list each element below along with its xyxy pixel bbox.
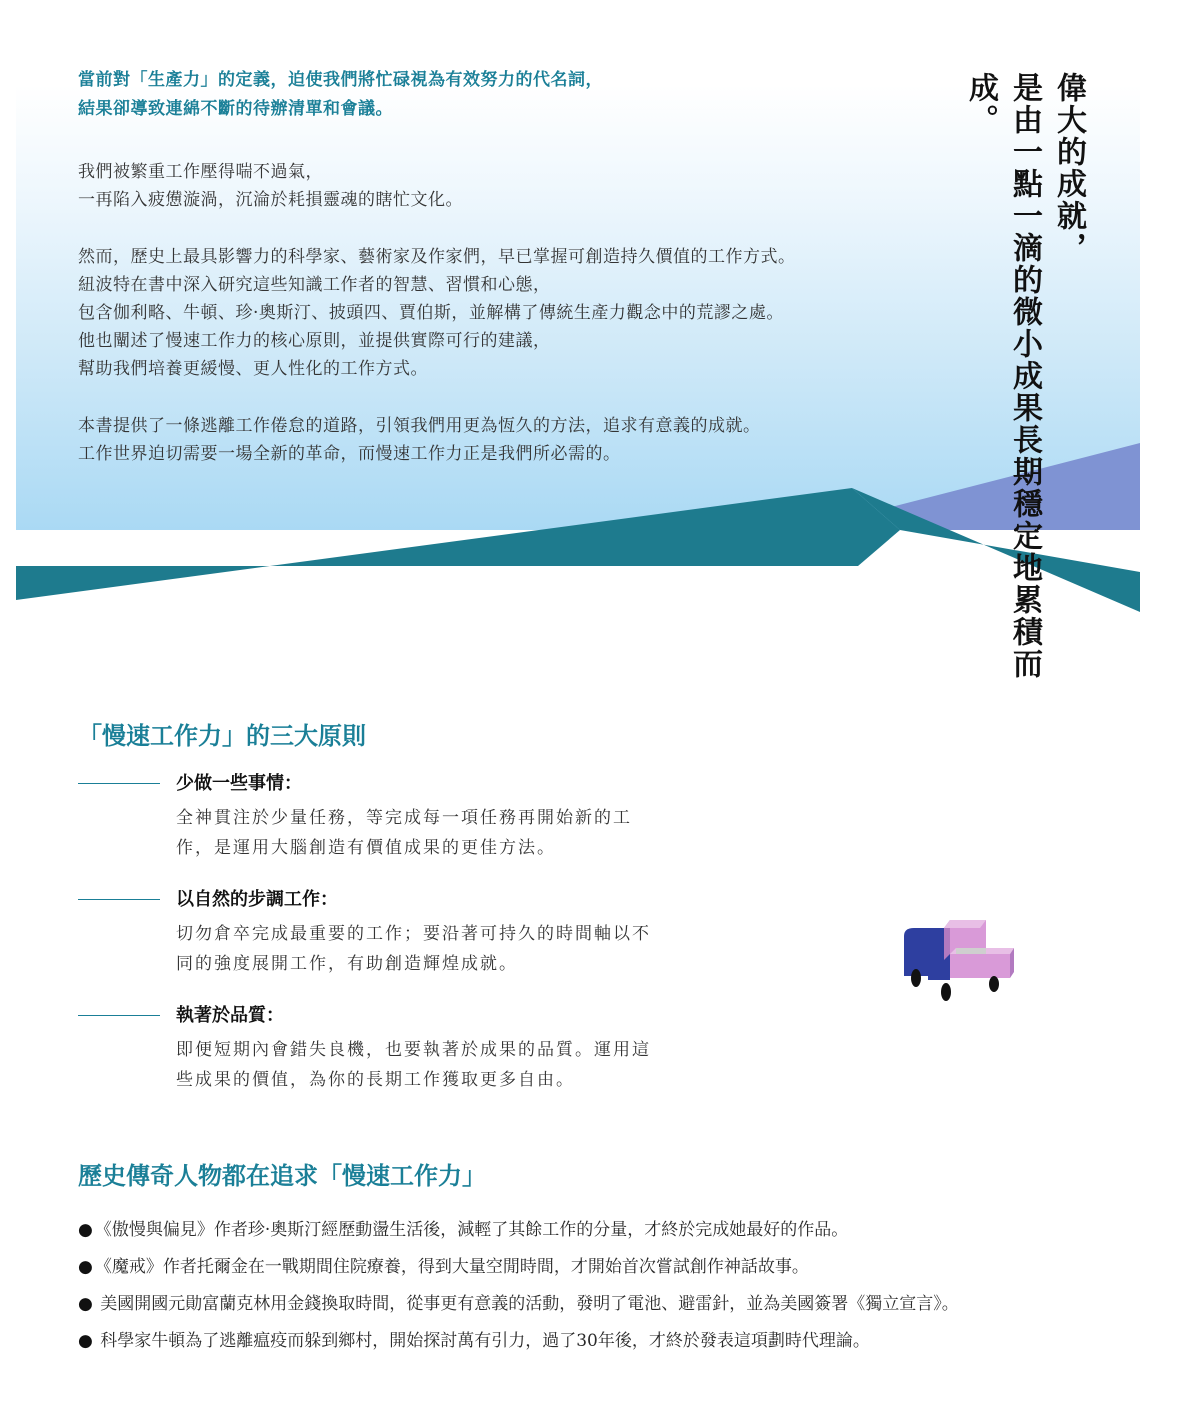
principle-body-line: 即便短期內會錯失良機，也要執著於成果的品質。運用這 — [176, 1040, 651, 1060]
list-item-text: 《傲慢與偏見》作者珍·奧斯汀經歷動盪生活後，減輕了其餘工作的分量，才終於完成她最好的作品。 — [94, 1220, 849, 1240]
principle-item — [78, 886, 738, 979]
intro-lead-line: 結果卻導致連綿不斷的待辦清單和會議。 — [78, 99, 393, 119]
intro-paragraph-3 — [78, 412, 978, 468]
principle-body-line: 作，是運用大腦創造有價值成果的更佳方法。 — [176, 838, 556, 858]
paragraph-line: 他也闡述了慢速工作力的核心原則，並提供實際可行的建議， — [78, 331, 551, 351]
list-item-text: 美國開國元勛富蘭克林用金錢換取時間，從事更有意義的活動，發明了電池、避雷針，並為美國簽署《獨立宣言》。 — [94, 1294, 959, 1314]
paragraph-line: 工作世界迫切需要一場全新的革命，而慢速工作力正是我們所必需的。 — [78, 444, 621, 464]
bullet-icon: ● — [78, 1220, 93, 1240]
paragraph-line: 幫助我們培養更緩慢、更人性化的工作方式。 — [78, 359, 428, 379]
principles-list — [78, 770, 738, 1118]
paragraph-line: 我們被繁重工作壓得喘不過氣， — [78, 162, 323, 182]
bullet-icon: ● — [78, 1257, 93, 1277]
teal-peak-shape — [270, 488, 900, 566]
legends-title: 歷史傳奇人物都在追求「慢速工作力」 — [78, 1162, 486, 1190]
principles-title: 「慢速工作力」的三大原則 — [78, 722, 366, 750]
intro-paragraph-2 — [78, 243, 978, 383]
principle-title: 以自然的步調工作： — [176, 889, 338, 910]
legends-list — [78, 1212, 1138, 1360]
intro-lead-line: 當前對「生產力」的定義，迫使我們將忙碌視為有效努力的代名詞， — [78, 70, 603, 90]
principle-body-line: 同的強度展開工作，有助創造輝煌成就。 — [176, 954, 518, 974]
principle-body-line: 全神貫注於少量任務，等完成每一項任務再開始新的工 — [176, 808, 632, 828]
paragraph-line: 然而，歷史上最具影響力的科學家、藝術家及作家們，早已掌握可創造持久價值的工作方式。 — [78, 247, 796, 267]
list-item-text: 《魔戒》作者托爾金在一戰期間住院療養，得到大量空閒時間，才開始首次嘗試創作神話故事。 — [94, 1257, 809, 1277]
vertical-headline-line-2: 是由一點一滴的微小成果長期穩定地累積而成。 — [963, 72, 1042, 680]
intro-paragraph-1 — [78, 158, 978, 214]
intro-block — [78, 66, 978, 497]
principle-title: 少做一些事情： — [176, 773, 302, 794]
principle-item — [78, 770, 738, 863]
paragraph-line: 本書提供了一條逃離工作倦怠的道路，引領我們用更為恆久的方法，追求有意義的成就。 — [78, 416, 761, 436]
principle-rule — [78, 899, 160, 900]
list-item — [78, 1249, 1138, 1286]
list-item-text: 科學家牛頓為了逃離瘟疫而躲到鄉村，開始探討萬有引力，過了30年後，才終於發表這項劃時代理論。 — [94, 1331, 870, 1351]
principle-body — [176, 919, 738, 979]
principle-body-line: 些成果的價值，為你的長期工作獲取更多自由。 — [176, 1070, 575, 1090]
principle-item — [78, 1002, 738, 1095]
list-item — [78, 1323, 1138, 1360]
intro-lead — [78, 66, 978, 124]
bullet-icon: ● — [78, 1331, 93, 1351]
vertical-headline-line-1: 偉大的成就， — [1051, 72, 1086, 264]
principle-rule — [78, 783, 160, 784]
paragraph-line: 包含伽利略、牛頓、珍·奧斯汀、披頭四、賈伯斯，並解構了傳統生產力觀念中的荒謬之處。 — [78, 303, 784, 323]
bullet-icon: ● — [78, 1294, 93, 1314]
list-item — [78, 1212, 1138, 1249]
principle-body-line: 切勿倉卒完成最重要的工作；要沿著可持久的時間軸以不 — [176, 924, 651, 944]
truck-icon — [898, 912, 1020, 1004]
paragraph-line: 紐波特在書中深入研究這些知識工作者的智慧、習慣和心態， — [78, 275, 551, 295]
list-item — [78, 1286, 1138, 1323]
paragraph-line: 一再陷入疲憊漩渦，沉淪於耗損靈魂的瞎忙文化。 — [78, 190, 463, 210]
principle-rule — [78, 1015, 160, 1016]
vertical-headline — [958, 72, 1090, 732]
principle-title: 執著於品質： — [176, 1005, 284, 1026]
principle-body — [176, 803, 738, 863]
principle-body — [176, 1035, 738, 1095]
